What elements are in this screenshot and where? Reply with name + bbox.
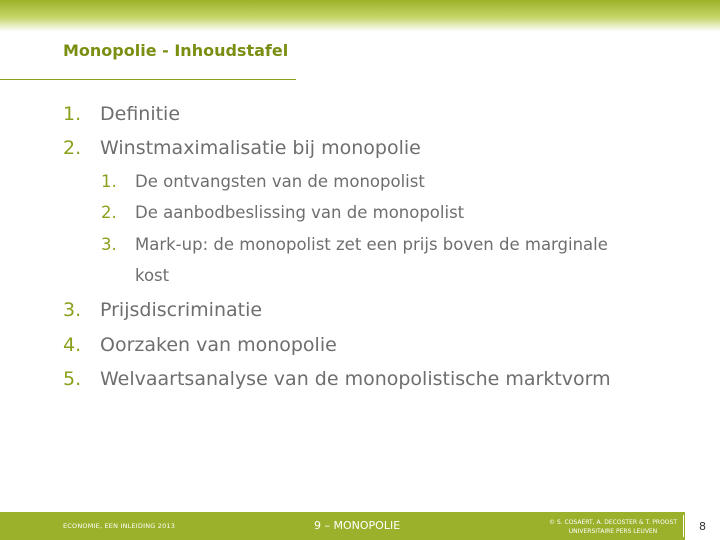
- toc-subitem-label: De aanbodbeslissing van de monopolist: [135, 203, 465, 222]
- page-number-box: [685, 512, 720, 540]
- footer-bar: [0, 512, 720, 540]
- toc-item-label: Prijsdiscriminatie: [100, 299, 263, 321]
- toc-subitem-label: De ontvangsten van de monopolist: [135, 172, 425, 191]
- toc-subitem-label: Mark-up: de monopolist zet een prijs boven de marginale: [135, 235, 608, 254]
- toc-subitem-markup-continuation: kost: [135, 266, 170, 285]
- toc-item-label: Winstmaximalisatie bij monopolie: [100, 137, 421, 159]
- toc-item-label: Oorzaken van monopolie: [100, 334, 337, 356]
- toc-item-label: Welvaartsanalyse van de monopolistische marktvorm: [100, 368, 611, 390]
- toc-item-number: 1.: [63, 103, 82, 125]
- toc-item-number: 4.: [63, 334, 82, 356]
- footer-divider: [683, 515, 684, 537]
- toc-item-number: 3.: [63, 299, 82, 321]
- toc-item-number: 5.: [63, 368, 82, 390]
- toc-subitem-number: 3.: [101, 235, 117, 254]
- footer-copyright-line1: © S. COSAERT, A. DECOSTER & T. PROOST: [548, 519, 677, 526]
- footer-copyright-line2: UNIVERSITAIRE PERS LEUVEN: [568, 528, 658, 535]
- slide-title: Monopolie - Inhoudstafel: [63, 41, 289, 60]
- footer-course-title: ECONOMIE, EEN INLEIDING 2013: [63, 522, 176, 530]
- footer-chapter-title: 9 – MONOPOLIE: [314, 519, 401, 532]
- page-number: 8: [699, 520, 706, 533]
- footer-copyright: [549, 518, 677, 536]
- toc-item-number: 2.: [63, 137, 82, 159]
- toc-subitem-number: 2.: [101, 203, 117, 222]
- toc-item-label: Definitie: [100, 103, 181, 125]
- toc-subitem-number: 1.: [101, 172, 117, 191]
